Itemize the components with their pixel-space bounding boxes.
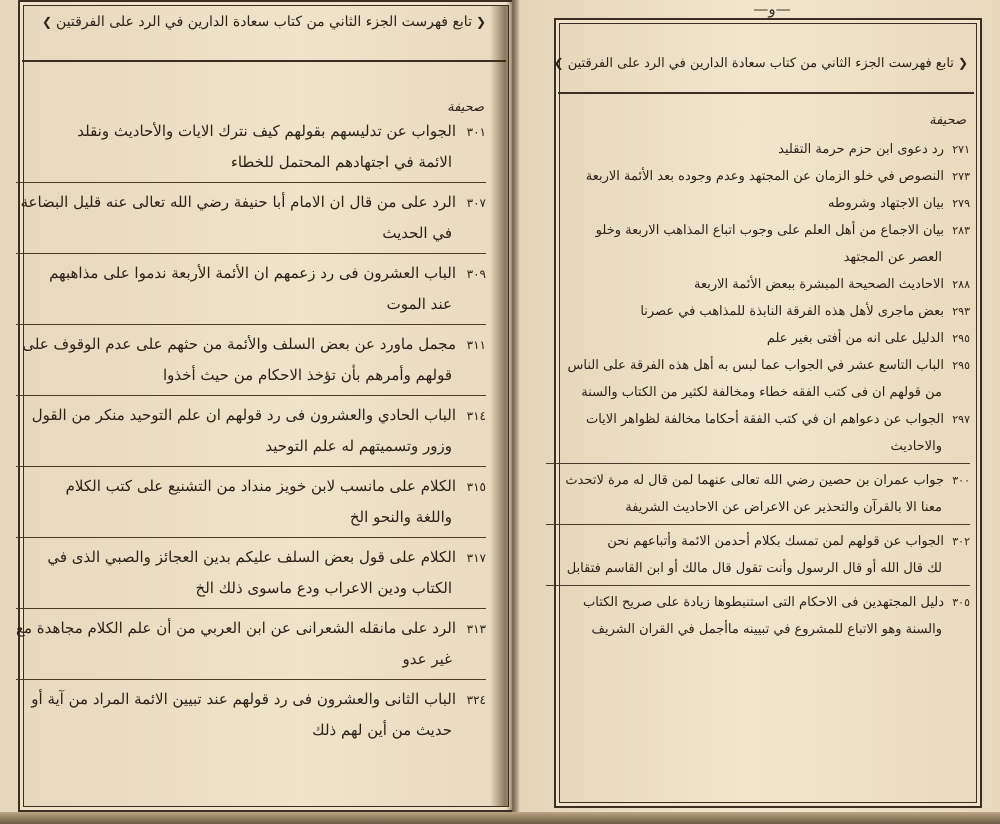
toc-page-number: ٢٧١	[952, 143, 970, 156]
toc-entry-text: بعض ماجرى لأهل هذه الفرقة النابذة للمذاهب في عصرنا	[640, 304, 944, 319]
toc-entry-text: الاحاديث الصحيحة المبشرة ببعض الأئمة الاربعة	[693, 277, 944, 292]
left-toc-list	[16, 116, 486, 746]
entry-divider	[16, 253, 486, 254]
toc-page-number: ٢٩٧	[952, 413, 970, 426]
right-running-head	[553, 56, 972, 71]
toc-entry-text: الباب التاسع عشر في الجواب عما لبس به أهل هذه الفرقة على الناس	[567, 358, 944, 373]
toc-entry-text: بيان الاجماع من أهل العلم على وجوب اتباع المذاهب الاربعة وخلو	[595, 223, 944, 238]
toc-page-number: ٣٠٩	[466, 267, 486, 281]
toc-entry-text: الجواب عن دعواهم ان في كتب الفقة أحكاما مخالفة لظواهر الايات	[585, 412, 944, 427]
toc-entry-text: جواب عمران بن حصين رضي الله تعالى عنهما لمن قال له مرة لاتحدث	[565, 473, 944, 488]
toc-page-number: ٣٠٠	[952, 474, 970, 487]
toc-entry-text-cont: واللغة والنحو الخ	[349, 508, 452, 526]
toc-page-number: ٢٩٥	[952, 359, 970, 372]
toc-page-number: ٣١٣	[466, 622, 486, 636]
toc-entry-text: رد دعوى ابن حزم حرمة التقليد	[778, 142, 944, 157]
toc-page-number: ٢٨٨	[952, 278, 970, 291]
toc-entry	[546, 325, 970, 352]
ornament-icon: ❮	[957, 56, 968, 70]
entry-divider	[546, 585, 970, 586]
toc-entry-text: دليل المجتهدين فى الاحكام التى استنبطوها زيادة على صريح الكتاب	[583, 595, 944, 610]
toc-entry-text-cont: غير عدو	[402, 650, 452, 668]
toc-entry-text-cont: قولهم وأمرهم بأن تؤخذ الاحكام من حيث أخذوا	[162, 366, 452, 384]
toc-entry	[16, 116, 486, 178]
toc-page-number: ٢٨٣	[952, 224, 970, 237]
ornament-icon: ❮	[475, 15, 487, 29]
toc-entry	[546, 298, 970, 325]
toc-entry	[16, 471, 486, 533]
toc-page-number: ٣٠٥	[952, 596, 970, 609]
toc-page-number: ٢٧٩	[952, 197, 970, 210]
toc-entry-text: الرد على من قال ان الامام أبا حنيفة رضي الله تعالى عنه قليل البضاعة	[20, 193, 456, 211]
ornament-icon: ❯	[553, 56, 564, 70]
toc-entry	[546, 589, 970, 643]
toc-entry-text: الباب الحادي والعشرون فى رد قولهم ان علم التوحيد منكر من القول	[31, 406, 456, 424]
entry-divider	[546, 463, 970, 464]
entry-divider	[16, 395, 486, 396]
toc-entry	[546, 528, 970, 582]
toc-page-number: ٣٠٢	[952, 535, 970, 548]
toc-page-number: ٣١٥	[466, 480, 486, 494]
toc-entry-text-cont: والسنة وهو الاتباع للمشروع في تبيينه ماأجمل في القران الشريف	[591, 622, 942, 637]
toc-page-number: ٣٠١	[466, 125, 486, 139]
toc-entry	[546, 271, 970, 298]
toc-entry-text: النصوص في خلو الزمان عن المجتهد وعدم وجوده بعد الأئمة الاربعة	[585, 169, 944, 184]
toc-entry	[546, 190, 970, 217]
right-page	[516, 0, 1000, 824]
toc-entry	[16, 613, 486, 675]
left-running-head-text: تابع فهرست الجزء الثاني من كتاب سعادة الدارين في الرد على الفرقتين	[56, 14, 472, 30]
toc-entry	[546, 467, 970, 521]
entry-divider	[16, 466, 486, 467]
toc-entry	[16, 329, 486, 391]
toc-page-number: ٣٠٧	[466, 196, 486, 210]
toc-page-number: ٢٩٣	[952, 305, 970, 318]
right-column-label: صحيفة	[929, 113, 966, 128]
toc-entry-text: الرد على مانقله الشعرانى عن ابن العربي من أن علم الكلام مجاهدة مع	[16, 619, 456, 637]
toc-entry	[16, 258, 486, 320]
toc-entry-text-cont: في الحديث	[382, 224, 452, 242]
left-column-label: صحيفة	[447, 100, 484, 115]
toc-entry	[546, 217, 970, 271]
toc-entry	[546, 163, 970, 190]
toc-entry-text: الباب الثانى والعشرون فى رد قولهم عند تبيين الائمة المراد من آية أو	[31, 690, 456, 708]
toc-entry-text-cont: والاحاديث	[890, 439, 942, 454]
toc-entry-text-cont: الكتاب ودين الاعراب ودع ماسوى ذلك الخ	[195, 579, 452, 597]
ornament-icon: ❯	[41, 15, 53, 29]
toc-entry-text: الكلام على مانسب لابن خويز منداد من التشنيع على كتب الكلام	[65, 477, 456, 495]
left-head-rule	[22, 60, 506, 62]
toc-entry-text-cont: لك قال الله أو قال الرسول وأنت تقول قال مالك أو ابن القاسم فتقابل	[566, 561, 942, 576]
left-running-head	[24, 14, 504, 30]
toc-page-number: ٢٩٥	[952, 332, 970, 345]
toc-entry-text-cont: العصر عن المجتهد	[843, 250, 942, 265]
toc-entry-text-cont: حديث من أين لهم ذلك	[312, 721, 452, 739]
toc-entry	[16, 684, 486, 746]
right-toc-list	[546, 136, 970, 643]
toc-entry-text-cont: معنا الا بالقرآن والتحذير عن الاعراض عن الاحاديث الشريفة	[625, 500, 942, 515]
toc-entry-text-cont: وزور وتسميتهم له علم التوحيد	[265, 437, 452, 455]
toc-entry-text: الدليل على انه من أفتى بغير علم	[766, 331, 944, 346]
right-running-head-text: تابع فهرست الجزء الثاني من كتاب سعادة الدارين في الرد على الفرقتين	[567, 56, 954, 71]
toc-entry-text: مجمل ماورد عن بعض السلف والأئمة من حثهم على عدم الوقوف على	[22, 335, 456, 353]
toc-page-number: ٢٧٣	[952, 170, 970, 183]
toc-entry-text-cont: من قولهم ان فى كتب الفقه خطاء ومخالفة لكثير من الكتاب والسنة	[581, 385, 942, 400]
toc-entry	[546, 352, 970, 406]
page-number: — و —	[732, 0, 812, 18]
toc-entry-text-cont: عند الموت	[386, 295, 452, 313]
toc-entry	[16, 400, 486, 462]
toc-page-number: ٣١٤	[466, 409, 486, 423]
toc-entry-text: الكلام على قول بعض السلف عليكم بدين العجائز والصبي الذى في	[47, 548, 456, 566]
entry-divider	[16, 182, 486, 183]
toc-entry-text: الجواب عن قولهم لمن تمسك بكلام أحدمن الائمة وأتباعهم نحن	[607, 534, 944, 549]
right-head-rule	[558, 92, 974, 94]
entry-divider	[16, 608, 486, 609]
toc-page-number: ٣١٧	[466, 551, 486, 565]
toc-entry-text: بيان الاجتهاد وشروطه	[828, 196, 944, 211]
entry-divider	[16, 537, 486, 538]
toc-entry	[16, 542, 486, 604]
toc-entry	[546, 136, 970, 163]
toc-entry-text: الجواب عن تدليسهم بقولهم كيف نترك الايات والأحاديث ونقلد	[77, 122, 456, 140]
toc-page-number: ٣٢٤	[466, 693, 486, 707]
toc-entry-text-cont: الائمة في اجتهادهم المحتمل للخطاء	[230, 153, 452, 171]
entry-divider	[546, 524, 970, 525]
toc-entry	[16, 187, 486, 249]
toc-entry-text: الباب العشرون فى رد زعمهم ان الأئمة الأربعة ندموا على مذاهبهم	[49, 264, 456, 282]
toc-page-number: ٣١١	[466, 338, 486, 352]
entry-divider	[16, 679, 486, 680]
page-bottom-edge	[0, 812, 1000, 824]
entry-divider	[16, 324, 486, 325]
toc-entry	[546, 406, 970, 460]
